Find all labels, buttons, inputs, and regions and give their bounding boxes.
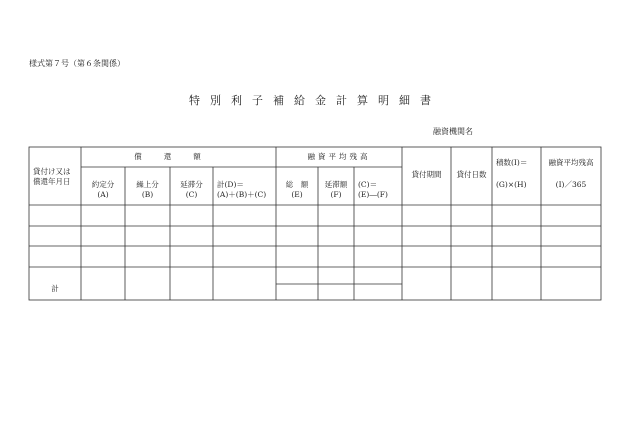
col-days-header: 貸付日数 (456, 170, 487, 179)
col-loan-date-header: 貸付け又は 償還年月日 (33, 167, 71, 186)
institution-label: 融資機関名 (433, 127, 473, 136)
form-number: 様式第７号（第６条関係） (29, 59, 125, 68)
col-avg-balance-header: 融資平均残高 (I)／365 (548, 158, 594, 189)
col-period-header: 貸付期間 (411, 170, 442, 179)
group-balance-header: 融資平均残高 (307, 152, 371, 161)
col-overdue-header: 延滞分 (C) (180, 180, 203, 199)
col-total-amount-header: 総 額 (E) (285, 180, 309, 199)
col-product-header: 積数(I)＝ (G)×(H) (496, 158, 528, 189)
col-contract-header: 約定分 (A) (91, 180, 115, 199)
col-total-header: 計(D)＝ (A)＋(B)＋(C) (217, 180, 267, 199)
document-title: 特別利子補給金計算明細書 (189, 94, 441, 107)
col-diff-header: (C)＝ (E)―(F) (358, 180, 388, 199)
total-row-label: 計 (51, 284, 59, 293)
col-early-header: 繰上分 (B) (136, 180, 159, 199)
group-repayment-header: 償還額 (134, 152, 223, 161)
col-overdue-amount-header: 延滞額 (F) (324, 180, 348, 199)
